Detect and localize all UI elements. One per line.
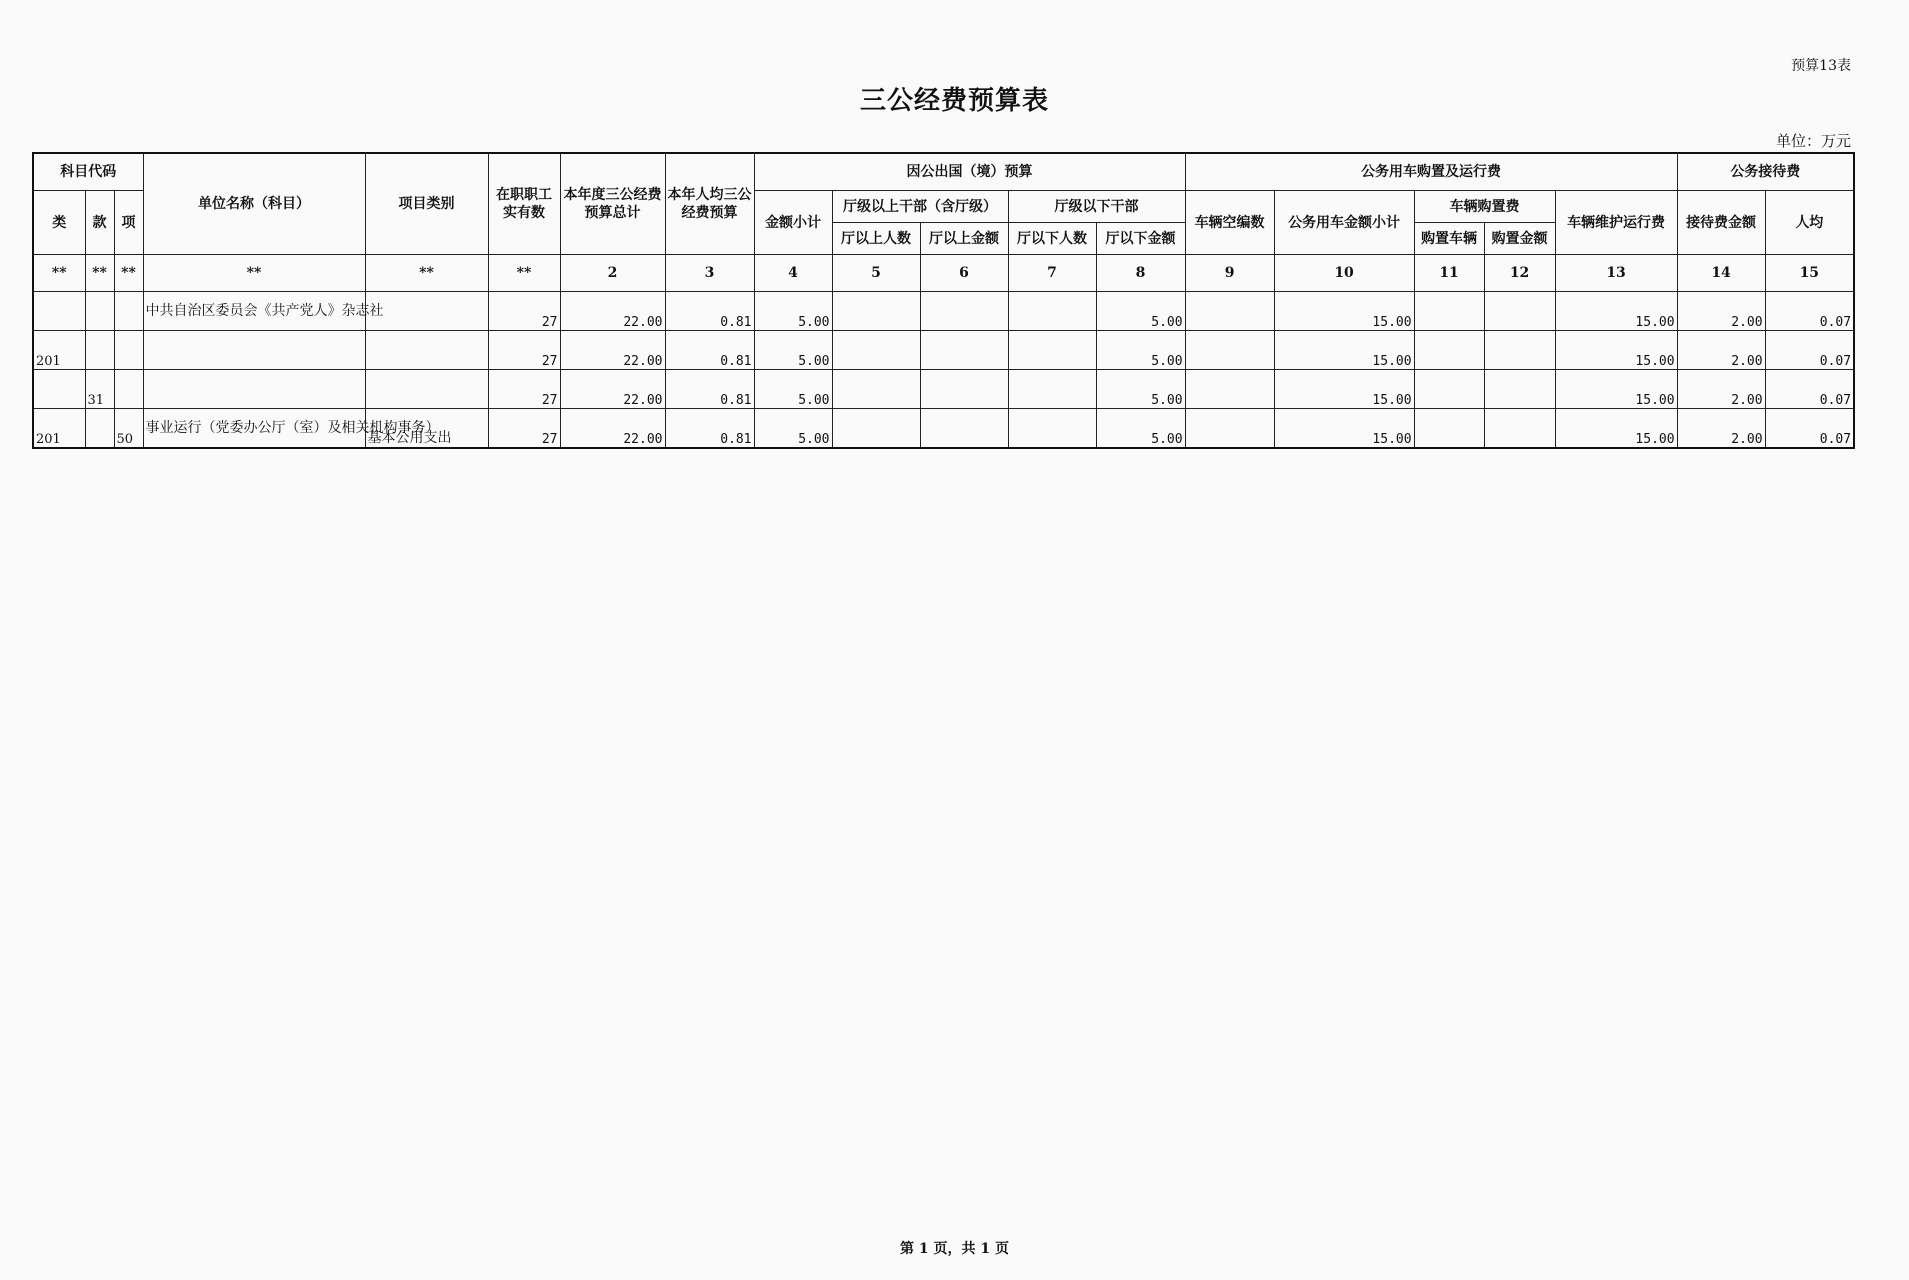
index-cell: 5	[832, 255, 920, 292]
cell-lei: 201	[33, 409, 85, 449]
header-below-people: 厅以下人数	[1008, 223, 1096, 255]
header-xiang: 项	[114, 191, 143, 255]
cell-purchase-amount	[1484, 370, 1555, 409]
cell-purchase-amount	[1484, 331, 1555, 370]
header-subject-code: 科目代码	[33, 153, 143, 191]
index-cell: 9	[1185, 255, 1274, 292]
cell-staff: 27	[488, 370, 560, 409]
cell-car-vacancy	[1185, 331, 1274, 370]
index-cell: **	[488, 255, 560, 292]
cell-xiang	[114, 370, 143, 409]
cell-car-maintain: 15.00	[1555, 292, 1677, 331]
header-reception-per: 人均	[1765, 191, 1854, 255]
header-car-vacancy: 车辆空编数	[1185, 191, 1274, 255]
header-car: 公务用车购置及运行费	[1185, 153, 1677, 191]
cell-above-people	[832, 409, 920, 449]
index-cell: 7	[1008, 255, 1096, 292]
index-cell: 2	[560, 255, 665, 292]
index-cell: 4	[754, 255, 832, 292]
header-reception-amount: 接待费金额	[1677, 191, 1765, 255]
header-car-subtotal: 公务用车金额小计	[1274, 191, 1414, 255]
header-unit-name: 单位名称（科目）	[143, 153, 365, 255]
cell-car-subtotal: 15.00	[1274, 292, 1414, 331]
cell-per-capita: 0.81	[665, 409, 754, 449]
cell-per-capita: 0.81	[665, 370, 754, 409]
header-above-dept: 厅级以上干部（含厅级）	[832, 191, 1008, 223]
cell-below-amount: 5.00	[1096, 331, 1185, 370]
header-car-purchase: 车辆购置费	[1414, 191, 1555, 223]
cell-reception-amount: 2.00	[1677, 292, 1765, 331]
cell-kuan	[85, 331, 114, 370]
cell-total: 22.00	[560, 331, 665, 370]
cell-car-vacancy	[1185, 292, 1274, 331]
cell-name: 中共自治区委员会《共产党人》杂志社	[143, 292, 365, 331]
cell-total: 22.00	[560, 292, 665, 331]
index-cell: 12	[1484, 255, 1555, 292]
cell-lei	[33, 292, 85, 331]
index-cell: **	[85, 255, 114, 292]
cell-above-people	[832, 292, 920, 331]
table-row	[33, 370, 1854, 409]
cell-staff: 27	[488, 331, 560, 370]
cell-name	[143, 331, 365, 370]
table-row	[33, 409, 1854, 449]
cell-type	[365, 370, 488, 409]
header-car-maintain: 车辆维护运行费	[1555, 191, 1677, 255]
cell-reception-amount: 2.00	[1677, 370, 1765, 409]
index-cell: 3	[665, 255, 754, 292]
cell-xiang	[114, 331, 143, 370]
cell-car-maintain: 15.00	[1555, 331, 1677, 370]
cell-purchase-cars	[1414, 370, 1484, 409]
cell-below-people	[1008, 331, 1096, 370]
cell-reception-per: 0.07	[1765, 409, 1854, 449]
cell-below-people	[1008, 370, 1096, 409]
table-row	[33, 331, 1854, 370]
cell-per-capita: 0.81	[665, 331, 754, 370]
cell-total: 22.00	[560, 370, 665, 409]
cell-reception-per: 0.07	[1765, 331, 1854, 370]
cell-above-people	[832, 370, 920, 409]
cell-kuan	[85, 409, 114, 449]
cell-above-amount	[920, 409, 1008, 449]
index-cell: **	[143, 255, 365, 292]
header-abroad-subtotal: 金额小计	[754, 191, 832, 255]
cell-above-amount	[920, 370, 1008, 409]
header-purchase-cars: 购置车辆	[1414, 223, 1484, 255]
header-above-amount: 厅以上金额	[920, 223, 1008, 255]
index-cell: 6	[920, 255, 1008, 292]
cell-above-amount	[920, 331, 1008, 370]
cell-car-vacancy	[1185, 370, 1274, 409]
cell-purchase-cars	[1414, 409, 1484, 449]
cell-type: 基本公用支出	[365, 409, 488, 449]
cell-car-maintain: 15.00	[1555, 409, 1677, 449]
budget-table	[32, 152, 1855, 449]
cell-staff: 27	[488, 292, 560, 331]
header-project-type: 项目类别	[365, 153, 488, 255]
cell-kuan: 31	[85, 370, 114, 409]
cell-lei	[33, 370, 85, 409]
cell-car-vacancy	[1185, 409, 1274, 449]
cell-purchase-cars	[1414, 331, 1484, 370]
cell-below-amount: 5.00	[1096, 409, 1185, 449]
cell-abroad-subtotal: 5.00	[754, 292, 832, 331]
index-cell: 8	[1096, 255, 1185, 292]
cell-type	[365, 331, 488, 370]
cell-xiang	[114, 292, 143, 331]
cell-reception-amount: 2.00	[1677, 409, 1765, 449]
cell-purchase-cars	[1414, 292, 1484, 331]
cell-car-maintain: 15.00	[1555, 370, 1677, 409]
cell-per-capita: 0.81	[665, 292, 754, 331]
cell-car-subtotal: 15.00	[1274, 370, 1414, 409]
index-cell: **	[33, 255, 85, 292]
cell-car-subtotal: 15.00	[1274, 331, 1414, 370]
cell-abroad-subtotal: 5.00	[754, 370, 832, 409]
cell-reception-amount: 2.00	[1677, 331, 1765, 370]
cell-above-people	[832, 331, 920, 370]
cell-total: 22.00	[560, 409, 665, 449]
cell-reception-per: 0.07	[1765, 370, 1854, 409]
index-cell: 15	[1765, 255, 1854, 292]
cell-below-amount: 5.00	[1096, 370, 1185, 409]
page-code: 预算13表	[1791, 58, 1851, 74]
cell-abroad-subtotal: 5.00	[754, 331, 832, 370]
header-per-capita: 本年人均三公经费预算	[665, 153, 754, 255]
index-cell: 13	[1555, 255, 1677, 292]
header-purchase-amount: 购置金额	[1484, 223, 1555, 255]
index-cell: **	[114, 255, 143, 292]
header-below-dept: 厅级以下干部	[1008, 191, 1185, 223]
page-footer: 第 1 页，共 1 页	[900, 1241, 1009, 1257]
cell-staff: 27	[488, 409, 560, 449]
cell-abroad-subtotal: 5.00	[754, 409, 832, 449]
cell-purchase-amount	[1484, 292, 1555, 331]
cell-below-amount: 5.00	[1096, 292, 1185, 331]
unit-label: 单位：万元	[1775, 132, 1851, 150]
header-below-amount: 厅以下金额	[1096, 223, 1185, 255]
cell-below-people	[1008, 292, 1096, 331]
cell-kuan	[85, 292, 114, 331]
cell-name	[143, 370, 365, 409]
cell-lei: 201	[33, 331, 85, 370]
header-row-1	[33, 153, 1854, 191]
table-row	[33, 292, 1854, 331]
cell-name: 事业运行（党委办公厅（室）及相关机构事务）	[143, 409, 365, 449]
header-staff: 在职职工实有数	[488, 153, 560, 255]
index-cell: 11	[1414, 255, 1484, 292]
cell-car-subtotal: 15.00	[1274, 409, 1414, 449]
header-lei: 类	[33, 191, 85, 255]
index-row	[33, 255, 1854, 292]
cell-reception-per: 0.07	[1765, 292, 1854, 331]
index-cell: 14	[1677, 255, 1765, 292]
header-total: 本年度三公经费预算总计	[560, 153, 665, 255]
cell-below-people	[1008, 409, 1096, 449]
header-kuan: 款	[85, 191, 114, 255]
header-reception: 公务接待费	[1677, 153, 1854, 191]
cell-above-amount	[920, 292, 1008, 331]
cell-purchase-amount	[1484, 409, 1555, 449]
index-cell: **	[365, 255, 488, 292]
header-above-people: 厅以上人数	[832, 223, 920, 255]
header-abroad: 因公出国（境）预算	[754, 153, 1185, 191]
page-title: 三公经费预算表	[859, 86, 1049, 116]
cell-xiang: 50	[114, 409, 143, 449]
index-cell: 10	[1274, 255, 1414, 292]
